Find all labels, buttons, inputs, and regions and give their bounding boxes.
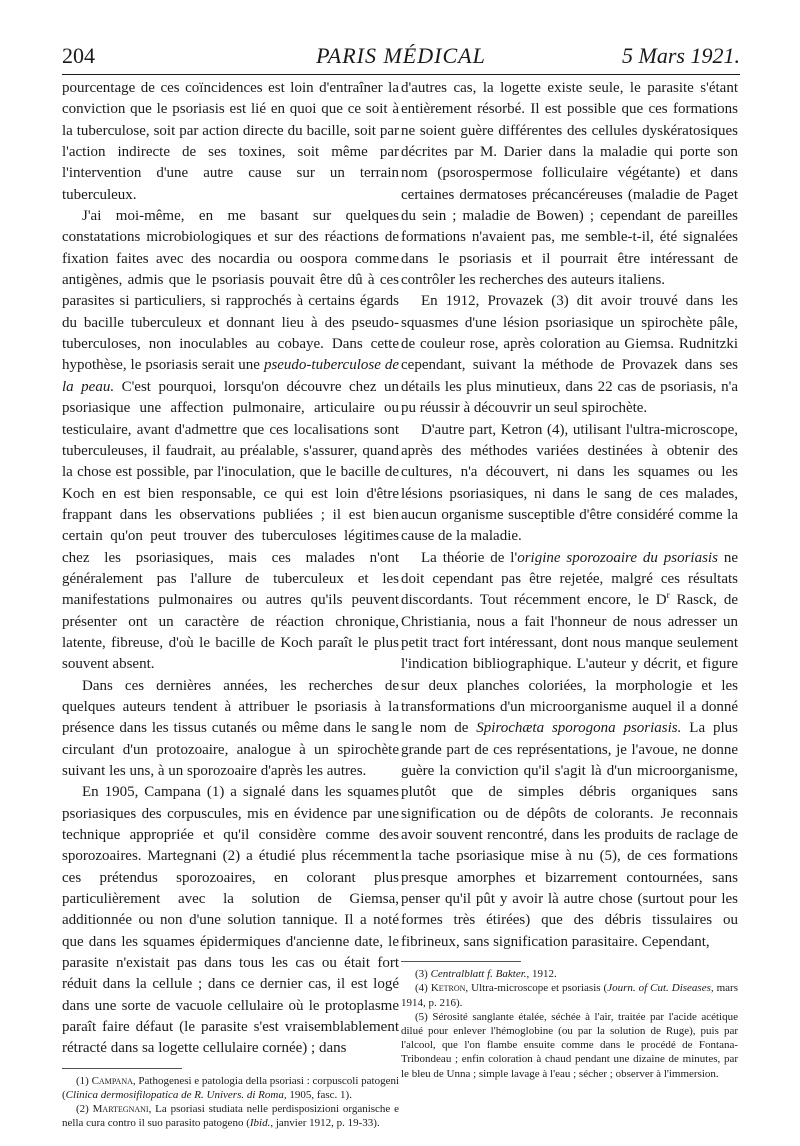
journal-title: PARIS MÉDICAL: [316, 43, 486, 68]
paragraph: En 1912, Provazek (3) dit avoir trouvé dans les squasmes d'une lésion psoriasique un spirochète pâle, de couleur rose, après coloration au Giemsa. Rudnitzki cependant, suivant la méthode de Provazek dans ses détails les plus minutieux, dans 22 cas de psoriasis, n'a pu réussir à découvrir un seul spirochète.: [401, 293, 738, 417]
paragraph: d'autres cas, la logette existe seule, le parasite s'étant entièrement résorbé. Il est possible que ces formations ne soient guère différentes des cellules dyskératosiques décrites par M. Darier dans la maladie qui porte son nom (psorospermose folliculaire végétante) et dans certaines dermatoses précancéreuses (maladie de Paget du sein ; maladie de Bowen) ; cependant de pareilles formations n'avaient pas, me semble-t-il, été signalées dans le psoriasis et il pourrait être intéressant de contrôler les recherches des auteurs italiens.: [401, 80, 738, 289]
issue-date: 5 Mars 1921.: [622, 43, 740, 68]
page-number: 204: [62, 43, 95, 68]
paragraph: Dans ces dernières années, les recherches de quelques auteurs tendent à attribuer le psoriasis à la présence dans les tissus cutanés ou même dans le sang circulant d'un protozoaire, analogue à un spirochète suivant les uns, à un sporozoaire d'après les autres.: [62, 677, 399, 779]
paragraph: J'ai moi-même, en me basant sur quelques constatations microbiologiques et sur des réactions de fixation faites avec des nocardia ou oospora comme antigènes, admis que le psoriasis pouvait être dû à ces parasites si particuliers, si rapprochés à certains égards du bacille tuberculeux et donnant lieu à des pseudo-tuberculoses, non inoculables au cobaye. Dans cette hypothèse, le psoriasis serait une pseudo-tuberculose de la peau. C'est pourquoi, lorsqu'on découvre chez un psoriasique une affection pulmonaire, articulaire ou testiculaire, avant d'admettre que ces localisations sont tuberculeuses, il faudrait, au préalable, s'assurer, quand la chose est possible, par l'inoculation, que le bacille de Koch en est bien responsable, ce qui est loin d'être frappant dans les observations publiées ; il est bien certain qu'on peut trouver des tuberculoses légitimes chez les psoriasiques, mais ces malades n'ont généralement pas l'allure de tuberculeux et les manifestations pulmonaires ou autres qu'ils peuvent présenter ont un caractère de réaction chronique, latente, fibreuse, d'où le bacille de Koch paraît le plus souvent absent.: [62, 208, 399, 673]
italic-phrase: Spirochæta sporogona psoriasis.: [476, 720, 682, 737]
paragraph: En 1905, Campana (1) a signalé dans les squames psoriasiques des corpuscules, mis en évidence par une technique appropriée et qu'il considère comme des sporozoaires. Martegnani (2) a étudié plus récemment ces prétendus sporozoaires, en colorant plus particulièrement avec la solution de Giemsa, additionnée ou non d'une solution tannique. Il a noté que dans les squames épidermiques d'ancienne date, le parasite n'existait pas dans tous les cas ou était fort réduit dans la cellule ; dans ce dernier cas, il est logé dans une sorte de vacuole cellulaire où le protoplasme paraît faire défaut (le parasite s'est vraisemblablement rétracté dans sa logette cellulaire cornée) ; dans: [62, 784, 399, 1057]
running-header: [62, 40, 740, 72]
footnote-4: (4) Ketron, Ultra-microscope et psoriasis (Journ. of Cut. Diseases, mars 1914, p. 216).: [401, 982, 738, 1009]
italic-phrase: origine sporozoaire du psoriasis: [517, 549, 718, 566]
left-column: [62, 78, 399, 1131]
footnote-2: (2) Martegnani, La psoriasi studiata nelle perdisposizioni organische e nella cura contro il suo parasito patogeno (Ibid., janvier 1912, p. 19-33).: [62, 1103, 399, 1130]
italic-phrase: pseudo-tuberculose de la peau.: [62, 357, 399, 395]
footnote-1: (1) Campana, Pathogenesi e patologia della psoriasi : corpuscoli patogeni (Clinica dermosifilopatica de R. Univers. di Roma, 1905, fasc. 1).: [62, 1074, 400, 1102]
footnote-5: (5) Sérosité sanglante étalée, séchée à l'air, traitée par l'acide acétique dilué pour enlever l'hémoglobine (ou par la solution de Ruge), puis par l'alcool, que l'on flambe ensuite comme dans le procédé de Fontana-Tribondeau ; enfin coloration à chaud pendant une dizaine de minutes, par le bleu de Unna ; simple lavage à l'eau ; sécher ; observer à l'immersion.: [401, 1010, 738, 1080]
header-rule: [62, 74, 740, 75]
paragraph: La théorie de l'origine sporozoaire du psoriasis ne doit cependant pas être rejetée, malgré ces résultats discordants. Tout récemment encore, le $D^r$ Rasck, de Christiania, nous a fait l'honneur de nous adresser un petit tract fort intéressant, dont nous manque seulement l'indication bibliographique. L'auteur y décrit, et figure sur deux planches coloriées, la morphologie et les transformations d'un microorganisme auquel il a donné le nom de Spirochæta sporogona psoriasis. La plus grande part de ces représentations, je l'avoue, ne donne guère la conviction qu'il s'agit là d'un microorganisme, plutôt que de simples débris organiques sans signification ou de dépôts de colorants. Je reconnais avoir souvent rencontré, dans les produits de raclage de la tache psoriasique mise à nu (5), de ces formations presque amorphes et bizarrement contournées, sans penser qu'il pût y avoir là autre chose (surtout pour les formes très étirées) que des débris tissulaires ou fibrineux, sans signification parasitaire. Cependant,: [401, 549, 739, 950]
footnote-separator: [401, 961, 521, 962]
footnote-separator: [62, 1068, 182, 1069]
right-column: [401, 78, 738, 1081]
footnote-3: (3) Centralblatt f. Bakter., 1912.: [415, 968, 557, 981]
paragraph: pourcentage de ces coïncidences est loin d'entraîner la conviction que le psoriasis est lié en quoi que ce soit à la tuberculose, soit par action directe du bacille, soit par l'action indirecte de ses toxines, soit même par l'intervention d'une autre cause sur un terrain tuberculeux.: [62, 80, 399, 203]
paragraph: D'autre part, Ketron (4), utilisant l'ultra-microscope, après des méthodes variées destinées à obtenir des cultures, n'a découvert, ni dans les squames ou les lésions psoriasiques, ni dans le sang de ces malades, aucun organisme susceptible d'être considéré comme la cause de la maladie.: [401, 421, 738, 545]
